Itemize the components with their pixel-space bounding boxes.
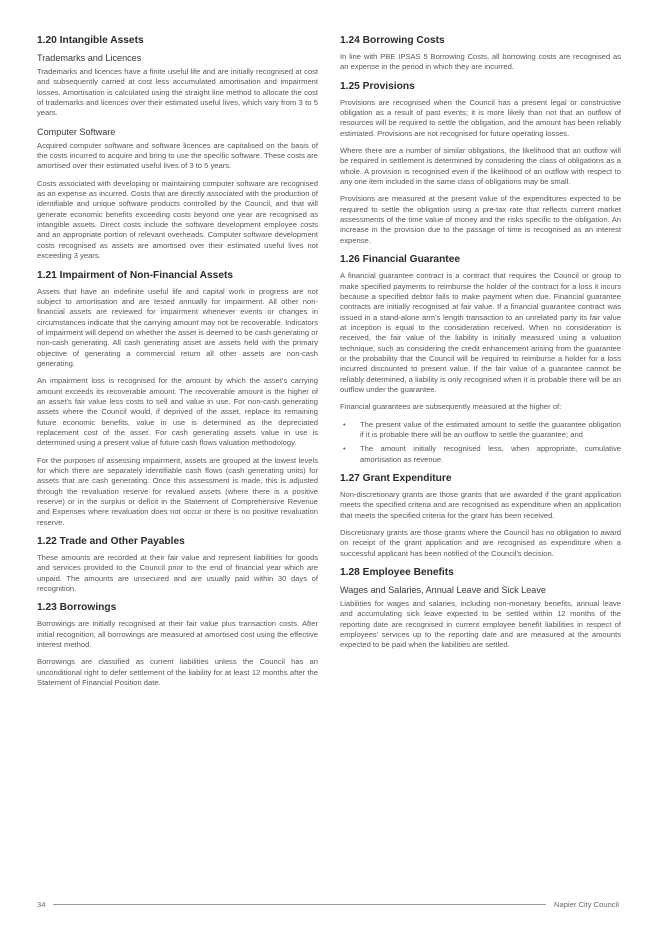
footer-divider bbox=[53, 904, 546, 905]
section-employee-benefits bbox=[340, 566, 621, 651]
section-heading: 1.22 Trade and Other Payables bbox=[37, 536, 185, 548]
bullet-icon: • bbox=[343, 419, 346, 429]
section-intangible-assets bbox=[37, 34, 318, 262]
paragraph: Borrowings are initially recognised at their fair value plus transaction costs. After initial recognition, all borrowings are measured at amortised cost using the effective interest method. bbox=[37, 619, 318, 650]
subheading: Wages and Salaries, Annual Leave and Sick Leave bbox=[340, 585, 546, 596]
paragraph: Provisions are measured at the present value of the expenditures expected to be required to settle the obligation using a pre-tax rate that reflects current market assessments of the time value of money and the risks specific to the obligation. An increase in the provision due to the passage of time is recognised as an interest expense. bbox=[340, 194, 621, 245]
list-item-text: The amount initially recognised less, when appropriate, cumulative amortisation as revenue. bbox=[360, 444, 621, 464]
section-heading: 1.28 Employee Benefits bbox=[340, 567, 454, 579]
section-grant-expenditure bbox=[340, 472, 621, 559]
section-provisions bbox=[340, 80, 621, 246]
organisation-name: Napier City Council bbox=[554, 899, 619, 909]
section-borrowing-costs bbox=[340, 34, 621, 73]
subheading: Trademarks and Licences bbox=[37, 53, 142, 63]
section-heading: 1.21 Impairment of Non-Financial Assets bbox=[37, 269, 234, 281]
section-impairment bbox=[37, 269, 318, 529]
paragraph: A financial guarantee contract is a contract that requires the Council or group to make specified payments to reimburse the holder of the contract for a loss it incurs because a specified debtor fails to make payment when due. Financial guarantee contracts are initially recognised at fair value. If a financial guarantee contract was issued in a stand-alone arm's length transaction to an unrelated party its fair value at inception is equal to the consideration received. When no consideration is received, the fair value of the liability is initially measured using a valuation technique, such as considering the credit enhancement arising from the guarantee or the probability that the Council will be required to reimburse a holder for a loss incurred discounted to present value. If the fair value of a guarantee cannot be reliably determined, a liability is only recognised when it is probable there will be an outflow under the guarantee. bbox=[340, 271, 621, 394]
paragraph: Discretionary grants are those grants where the Council has no obligation to award on receipt of the grant application and are recognised as expenditure when a successful applicant has been notified of the Council's decision. bbox=[340, 528, 621, 558]
paragraph: Acquired computer software and software licences are capitalised on the basis of the costs incurred to acquire and bring to use the specific software. These costs are amortised over their estimated useful lives of 3 to 5 years. bbox=[37, 140, 318, 171]
bullet-list bbox=[340, 420, 621, 465]
paragraph: Non-discretionary grants are those grants that are awarded if the grant application meets the specified criteria and are recognised as expenditure when an application that meets the specified criteria for the grant has been received. bbox=[340, 490, 621, 520]
section-borrowings bbox=[37, 601, 318, 688]
paragraph: Financial guarantees are subsequently measured at the higher of: bbox=[340, 402, 562, 412]
section-heading: 1.26 Financial Guarantee bbox=[340, 254, 461, 266]
list-item bbox=[340, 444, 621, 465]
subheading: Computer Software bbox=[37, 126, 116, 137]
section-financial-guarantee bbox=[340, 253, 621, 465]
paragraph: These amounts are recorded at their fair value and represent liabilities for goods and services provided to the Council prior to the end of financial year which are unpaid. The amounts are unsecured and are usually paid within 30 days of recognition. bbox=[37, 553, 318, 594]
list-item bbox=[340, 420, 621, 441]
section-trade-payables bbox=[37, 535, 318, 594]
paragraph: Where there are a number of similar obligations, the likelihood that an outflow will be required in settlement is determined by considering the class of obligations as a whole. A provision is recognised even if the likelihood of an outflow with respect to any one item included in the same class of obligations may be small. bbox=[340, 146, 621, 187]
section-heading: 1.24 Borrowing Costs bbox=[340, 35, 445, 46]
paragraph: Trademarks and licences have a finite useful life and are initially recognised at cost and subsequently carried at cost less accumulated amortisation and impairment losses. Amortisation is calculated using the straight line method to allocate the cost of trademarks and licences over their estimated useful lives, which vary from 3 to 5 years. bbox=[37, 67, 318, 118]
left-column bbox=[37, 34, 318, 696]
paragraph: Liabilities for wages and salaries, including non-monetary benefits, annual leave and accumulating sick leave expected to be settled within 12 months of the reporting date are recognised in current employee benefit liabilities in respect of employees' services up to the reporting date and are measured at the amounts expected to be paid when the liabilities are settled. bbox=[340, 599, 621, 650]
section-heading: 1.25 Provisions bbox=[340, 80, 415, 92]
paragraph: Assets that have an indefinite useful life and capital work in progress are not subject to amortisation and are tested annually for impairment. All other non-financial assets are reviewed for impairment whenever events or changes in circumstances indicate that the carrying amount may not be recoverable. Indicators of impairment will depend on whether the asset is deemed to be cash generating or non-cash generating. All cash generating asset are assets held with the primary objective of generating a commercial return all other assets are non-cash generating. bbox=[37, 286, 318, 368]
list-item-text: The present value of the estimated amount to settle the guarantee obligation if it is probable there will be an outflow to settle the guarantee; and bbox=[360, 419, 621, 439]
paragraph: For the purposes of assessing impairment, assets are grouped at the lowest levels for which there are separately identifiable cash flows (cash generating units) for assets that are cash generating. Once this assessment is made, this is adjusted through the revaluation reserve for revalued assets (where there is a positive reserve) or in the surplus or deficit in the Statement of Comprehensive Revenue and Expenses where revaluation does not occur or there is no positive revaluation reserve. bbox=[37, 455, 318, 527]
section-heading: 1.27 Grant Expenditure bbox=[340, 473, 452, 484]
section-heading: 1.20 Intangible Assets bbox=[37, 35, 144, 46]
paragraph: Provisions are recognised when the Council has a present legal or constructive obligation as a result of past events; it is more likely than not that an outflow of resources will be required to settle the obligation, and the amount has been reliably estimated. Provisions are not recognised for future operating losses. bbox=[340, 97, 621, 138]
paragraph: Costs associated with developing or maintaining computer software are recognised as an expense as incurred. Costs that are directly associated with the production of identifiable and unique software products controlled by the Council, and that will generate economic benefits exceeding costs beyond one year are recognised as intangible assets. Direct costs include the software development employee costs and an appropriate portion of relevant overheads. Computer software development costs recognised as assets are amortised over their estimated useful lives not exceeding 3 years. bbox=[37, 178, 318, 261]
page-footer bbox=[37, 897, 619, 911]
paragraph: Borrowings are classified as current liabilities unless the Council has an unconditional right to defer settlement of the liability for at least 12 months after the Statement of Financial Position date. bbox=[37, 657, 318, 688]
paragraph: In line with PBE IPSAS 5 Borrowing Costs, all borrowing costs are recognised as an expense in the period in which they are incurred. bbox=[340, 52, 621, 72]
section-heading: 1.23 Borrowings bbox=[37, 602, 117, 614]
page-number: 34 bbox=[37, 899, 46, 909]
right-column bbox=[340, 34, 621, 658]
bullet-icon: • bbox=[343, 444, 346, 454]
paragraph: An impairment loss is recognised for the amount by which the asset's carrying amount exceeds its recoverable amount. The recoverable amount is the higher of an asset's fair value less costs to sell and value in use. For non-cash generating assets where the Council would, if deprived of the asset, replace its remaining future economic benefits, value in use is determined as the depreciated replacement cost of the asset. For cash generating assets value in use is determined using a present value of future cash flows valuation methodology. bbox=[37, 376, 318, 448]
